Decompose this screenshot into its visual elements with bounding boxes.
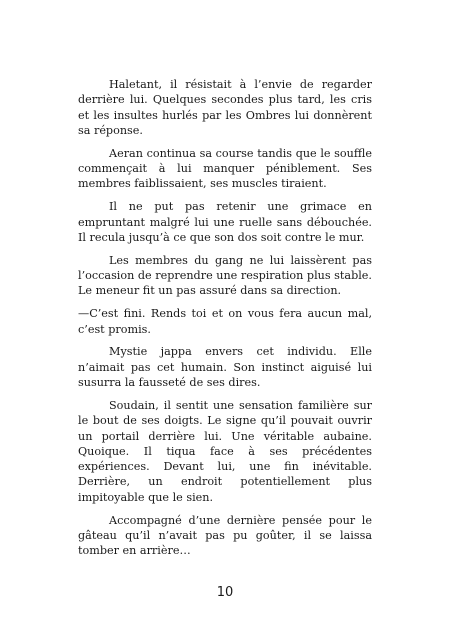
paragraph-3: Il ne put pas retenir une grimace en empruntant malgré lui une ruelle sans débouchée. Il recula jusqu’à ce que son dos soit contre le mur. bbox=[78, 200, 372, 244]
paragraph-8: Accompagné d’une dernière pensée pour le gâteau qu’il n’avait pas pu goûter, il se laissa tomber en arrière… bbox=[78, 513, 372, 558]
body-text bbox=[78, 77, 372, 566]
page-number: 10 bbox=[216, 585, 234, 600]
paragraph-1: Haletant, il résistait à l’envie de regarder derrière lui. Quelques secondes plus tard, les cris et les insultes hurlés par les Ombres lui donnèrent sa réponse. bbox=[78, 78, 372, 137]
dialogue-line: —C’est fini. Rends toi et on vous fera aucun mal, c’est promis. bbox=[78, 307, 372, 336]
paragraph-2: Aeran continua sa course tandis que le souffle commençait à lui manquer péniblement. Ses membres faiblissaient, ses muscles tiraient. bbox=[78, 146, 372, 191]
paragraph-6: Mystie jappa envers cet individu. Elle n’aimait pas cet humain. Son instinct aiguisé lui susurra la fausseté de ses dires. bbox=[78, 345, 372, 390]
paragraph-7: Soudain, il sentit une sensation familière sur le bout de ses doigts. Le signe qu’il pouvait ouvrir un portail derrière lui. Une véritable aubaine. Quoique. Il tiqua face à ses précédentes expériences. Devant lui, une fin inévitable. Derrière, un endroit potentiellement plus impitoyable que le sien. bbox=[78, 398, 372, 504]
paragraph-4: Les membres du gang ne lui laissèrent pas l’occasion de reprendre une respiration plus stable. Le meneur fit un pas assuré dans sa direction. bbox=[78, 253, 372, 298]
